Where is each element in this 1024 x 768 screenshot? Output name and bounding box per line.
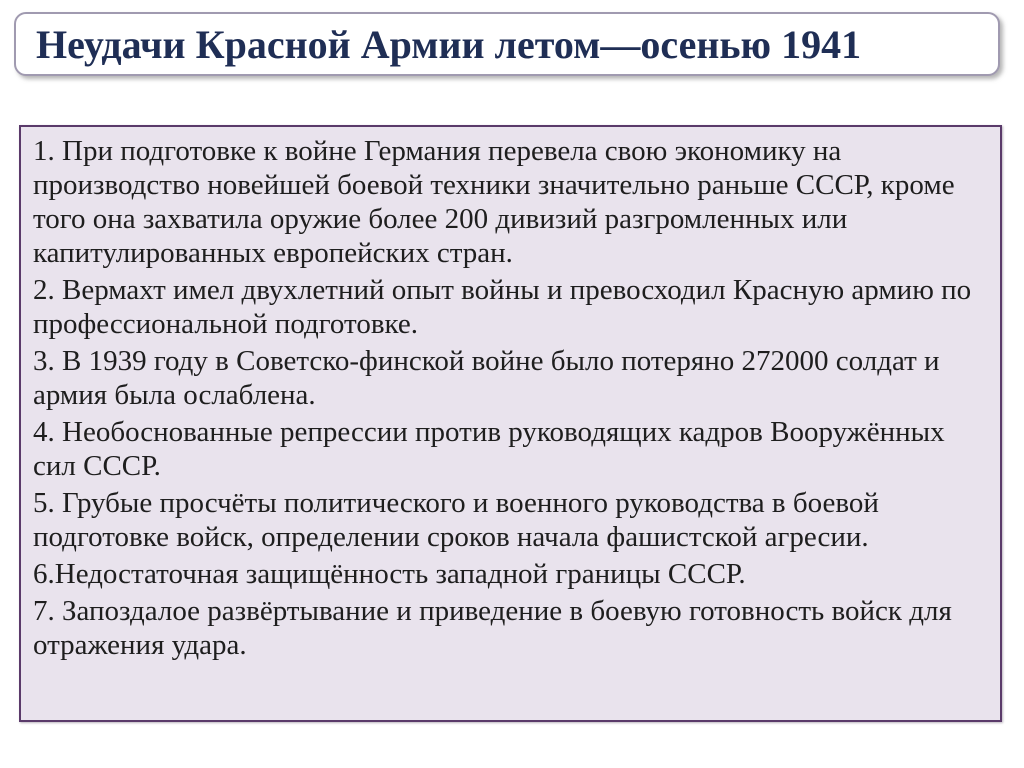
list-item-7: 7. Запоздалое развёртывание и приведение в боевую готовность войск для отражения удара. [33, 595, 952, 661]
list-item-4: 4. Необоснованные репрессии против руководящих кадров Вооружённых сил СССР. [33, 416, 945, 482]
list-item-5: 5. Грубые просчёты политического и военного руководства в боевой подготовке войск, определении сроков начала фашистской агресии. [33, 487, 879, 553]
slide-title: Неудачи Красной Армии летом—осенью 1941 [36, 22, 862, 67]
content-box [19, 125, 1002, 722]
title-box [14, 12, 1000, 76]
list-item-6: 6.Недостаточная защищённость западной границы СССР. [33, 558, 746, 590]
list-item-2: 2. Вермахт имел двухлетний опыт войны и превосходил Красную армию по профессиональной подготовке. [33, 274, 972, 340]
reasons-list [33, 134, 988, 665]
list-item-3: 3. В 1939 году в Советско-финской войне было потеряно 272000 солдат и армия была ослаблена. [33, 345, 940, 411]
list-item-1: 1. При подготовке к войне Германия перевела свою экономику на производство новейшей боевой техники значительно раньше СССР, кроме того она захватила оружие более 200 дивизий разгромленных или капитулированных европейских стран. [33, 135, 955, 269]
